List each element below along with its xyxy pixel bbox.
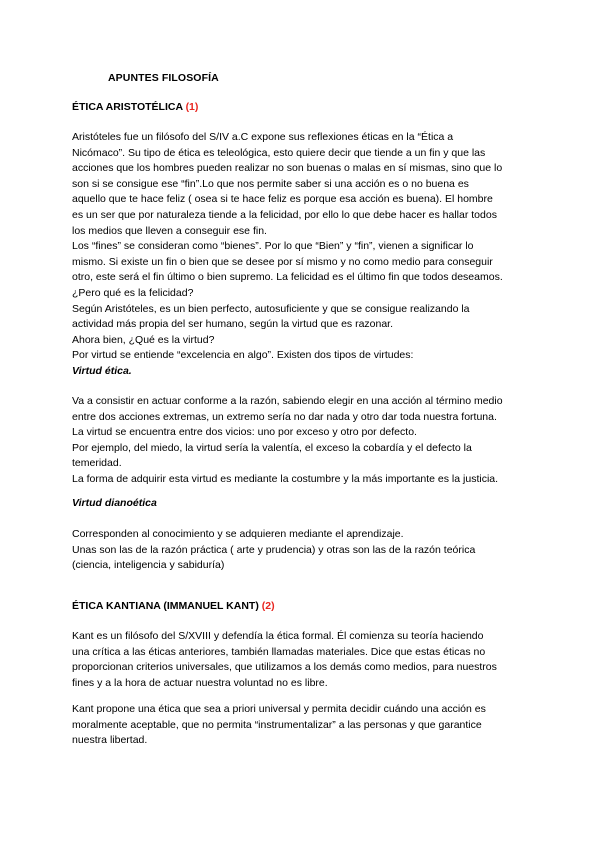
paragraph-virtud-dianoetica [72,527,542,574]
text-line: Unas son las de la razón práctica ( arte y prudencia) y otras son las de la razón teórica [72,543,476,556]
paragraph-virtud-etica [72,394,542,488]
text-line: Por ejemplo, del miedo, la virtud sería la valentía, el exceso la cobardía y el defecto la [72,441,472,454]
text-line: Corresponden al conocimiento y se adquieren mediante el aprendizaje. [72,528,404,540]
text-line: Kant propone una ética que sea a priori universal y permita decidir cuándo una acción es [72,703,486,715]
text-line: temeridad. [72,457,122,470]
text-line: Kant es un filósofo del S/XVIII y defendía la ética formal. Él comienza su teoría haciendo [72,630,484,642]
subheading-virtud-dianoetica: Virtud dianoética [72,497,157,509]
text-line: actividad más propia del ser humano, según la virtud que es razonar. [72,318,394,331]
text-line: acciones que los hombres pueden realizar no son buenas o malas en sí mismas, sino que lo [72,162,503,175]
text-line: son si se consigue ese “fin”.Lo que nos permite saber si una acción es o no buena es [72,177,469,190]
text-line: otro, este será el fin último o bien supremo. La felicidad es el último fin que todos deseamos. [72,271,503,284]
document-title: APUNTES FILOSOFÍA [108,72,219,84]
paragraph-kant-intro [72,629,542,691]
text-line: ¿Pero qué es la felicidad? [72,286,194,299]
footnote-ref: (1) [185,101,199,113]
paragraph-kant-proposal [72,702,542,749]
text-line: moralmente aceptable, que no permita “instrumentalizar” a las personas y que garantice [72,718,482,731]
section-heading-text: ÉTICA KANTIANA (IMMANUEL KANT) [72,600,259,612]
section-heading-aristotle [72,101,198,113]
text-line: una crítica a las éticas anteriores, también llamadas materiales. Dice que estas éticas no [72,645,486,658]
text-line: nuestra libertad. [72,734,148,747]
text-line: mismo. Si existe un fin o bien que se desee por sí mismo y no como medio para conseguir [72,255,493,268]
text-line: Ahora bien, ¿Qué es la virtud? [72,333,215,346]
text-line: Nicómaco”. Su tipo de ética es teleológica, esto quiere decir que tiende a un fin y que las [72,146,486,159]
footnote-ref: (2) [261,600,275,612]
section-heading-text: ÉTICA ARISTOTÉLICA [72,101,183,113]
text-line: Va a consistir en actuar conforme a la razón, sabiendo elegir en una acción al término medio [72,395,503,407]
subheading-virtud-etica: Virtud ética. [72,365,132,377]
text-line: Por virtud se entiende “excelencia en algo”. Existen dos tipos de virtudes: [72,349,414,362]
text-line: los medios que lleven a conseguir ese fin. [72,224,267,237]
text-line: proporcionan criterios universales, que utilizamos a los demás como medios, para nuestros [72,661,497,674]
text-line: Aristóteles fue un filósofo del S/IV a.C expone sus reflexiones éticas en la “Ética a [72,131,454,143]
text-line: Los “fines” se consideran como “bienes”. Por lo que “Bien” y “fin”, vienen a significar lo [72,240,474,253]
text-line: fines y a la hora de actuar nuestra voluntad no es libre. [72,676,328,689]
text-line: La virtud se encuentra entre dos vicios: uno por exceso y otro por defecto. [72,426,417,439]
text-line: La forma de adquirir esta virtud es mediante la costumbre y la más importante es la justicia. [72,472,499,485]
text-line: aquello que te hace feliz ( osea si te hace feliz es porque esa acción es buena). El hombre [72,193,493,206]
text-line: (ciencia, inteligencia y sabiduría) [72,559,225,572]
paragraph-aristotle-intro [72,130,542,364]
section-heading-kant [72,600,275,612]
text-line: es un ser que por naturaleza tiende a la felicidad, por ello lo que debe hacer es hallar todos [72,208,497,221]
text-line: Según Aristóteles, es un bien perfecto, autosuficiente y que se consigue realizando la [72,302,470,315]
text-line: entre dos acciones extremas, un extremo sería no dar nada y otro dar toda nuestra fortuna. [72,410,497,423]
